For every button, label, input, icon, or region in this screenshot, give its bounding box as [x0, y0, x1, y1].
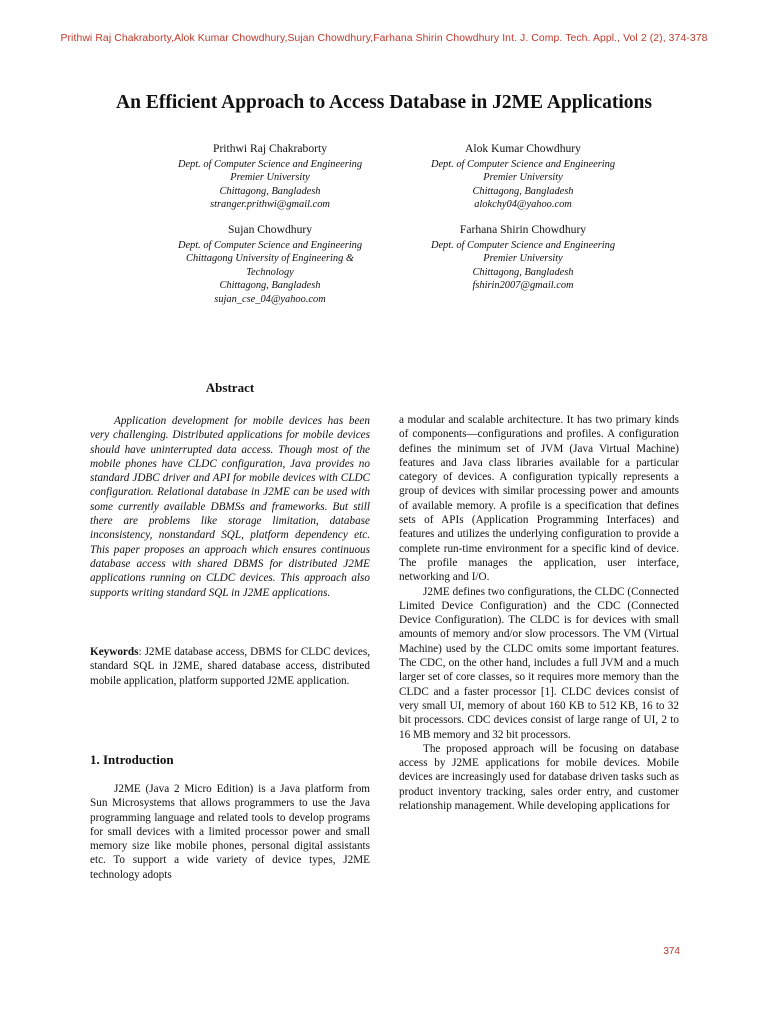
introduction-body — [90, 782, 370, 882]
page-number: 374 — [663, 946, 680, 957]
author-name: Alok Kumar Chowdhury — [465, 142, 581, 155]
introduction-text: J2ME (Java 2 Micro Edition) is a Java platform from Sun Microsystems that allows programmers to use the Java programming language and related tools to develop programs for small devices with a limited processor power and small memory size like mobile phones, personal digital assistants etc. To support a wide variety of device types, J2ME technology adopts — [90, 783, 370, 881]
author-email: stranger.prithwi@gmail.com — [210, 199, 330, 211]
right-column — [399, 413, 679, 813]
author-institution: Chittagong University of Engineering & — [186, 253, 354, 265]
introduction-heading: 1. Introduction — [90, 752, 174, 767]
author-department: Dept. of Computer Science and Engineering — [430, 159, 616, 170]
author-name: Sujan Chowdhury — [227, 223, 313, 236]
author-location: Chittagong, Bangladesh — [472, 185, 574, 197]
author-department: Dept. of Computer Science and Engineering — [430, 240, 616, 251]
author-block-1 — [130, 141, 410, 212]
author-institution: Premier University — [483, 172, 563, 184]
author-name: Farhana Shirin Chowdhury — [459, 223, 587, 236]
keywords-label: Keywords — [90, 646, 139, 658]
body-paragraph-2: J2ME defines two configurations, the CLDC (Connected Limited Device Configuration) and the CDC (Connected Device Configuration). The CLDC is for devices with small amounts of memory and/or slow processors. The VM (Virtual Machine) used by the CLDC omits some important features. The CDC, on the other hand, includes a full JVM and a much larger set of core classes, so it requires more memory than the CLDC and a faster processor [1]. CLDC devices consist of very small UI, memory of about 160 KB to 512 KB, 16 to 32 bit processors. CDC devices consist of large range of UI, 2 to 16 MB memory and 32 bit processors. — [399, 585, 679, 741]
abstract-body — [90, 414, 370, 600]
author-block-4 — [383, 222, 663, 293]
author-location: Chittagong, Bangladesh — [219, 185, 321, 197]
author-email: fshirin2007@gmail.com — [472, 280, 574, 292]
author-email: alokchy04@yahoo.com — [474, 199, 572, 211]
author-block-2 — [383, 141, 663, 212]
author-institution: Premier University — [230, 172, 310, 184]
body-paragraph-3: The proposed approach will be focusing on database access by J2ME applications for mobile devices. Mobile devices are increasingly used for database driven tasks such as product inventory tracking, sales order entry, and customer relationship management. While developing applications for — [399, 742, 679, 813]
author-institution: Premier University — [483, 253, 563, 265]
body-paragraph-1: a modular and scalable architecture. It has two primary kinds of components—configurations and profiles. A configuration defines the minimum set of JVM (Java Virtual Machine) features and Java class libraries available for a particular category of devices. A configuration typically represents a group of devices with similar processing power and amounts of available memory. A profile is a specification that defines sets of APIs (Application Programming Interfaces) and features and utilizes the underlying configuration to provide a complete run-time environment for a specific kind of device. The profile manages the application, user interface, networking and I/O. — [399, 414, 679, 584]
author-location: Chittagong, Bangladesh — [219, 280, 321, 292]
author-department: Dept. of Computer Science and Engineering — [177, 240, 363, 251]
author-institution-cont: Technology — [246, 266, 294, 278]
author-department: Dept. of Computer Science and Engineering — [177, 159, 363, 170]
paper-title: An Efficient Approach to Access Database in J2ME Applications — [116, 92, 652, 113]
keywords-text: : J2ME database access, DBMS for CLDC devices, standard SQL in J2ME, shared database access, distributed mobile application, platform supported J2ME application. — [90, 646, 370, 687]
running-header-citation: Prithwi Raj Chakraborty,Alok Kumar Chowdhury,Sujan Chowdhury,Farhana Shirin Chowdhury Int. J. Comp. Tech. Appl., Vol 2 (2), 374-378 — [60, 33, 708, 44]
author-name: Prithwi Raj Chakraborty — [213, 142, 327, 155]
abstract-heading: Abstract — [205, 380, 255, 395]
abstract-text: Application development for mobile devices has been very challenging. Distributed applications for mobile devices should have uninterrupted data access. Though most of the mobile phones have CLDC configuration, Java provides no standard JDBC driver and API for mobile devices with CLDC configuration. Relational database in J2ME can be used with some currently available DBMSs and frameworks. But still there are problems like storage limitation, database inconsistency, nonstandard SQL, platform dependency etc. This paper proposes an approach which ensures continuous database access with shared DBMS for distributed J2ME applications running on CLDC devices. This approach also supports writing standard SQL in J2ME applications. — [90, 415, 370, 599]
author-location: Chittagong, Bangladesh — [472, 266, 574, 278]
author-email: sujan_cse_04@yahoo.com — [214, 293, 326, 305]
author-block-3 — [130, 222, 410, 306]
keywords-paragraph — [90, 645, 370, 688]
